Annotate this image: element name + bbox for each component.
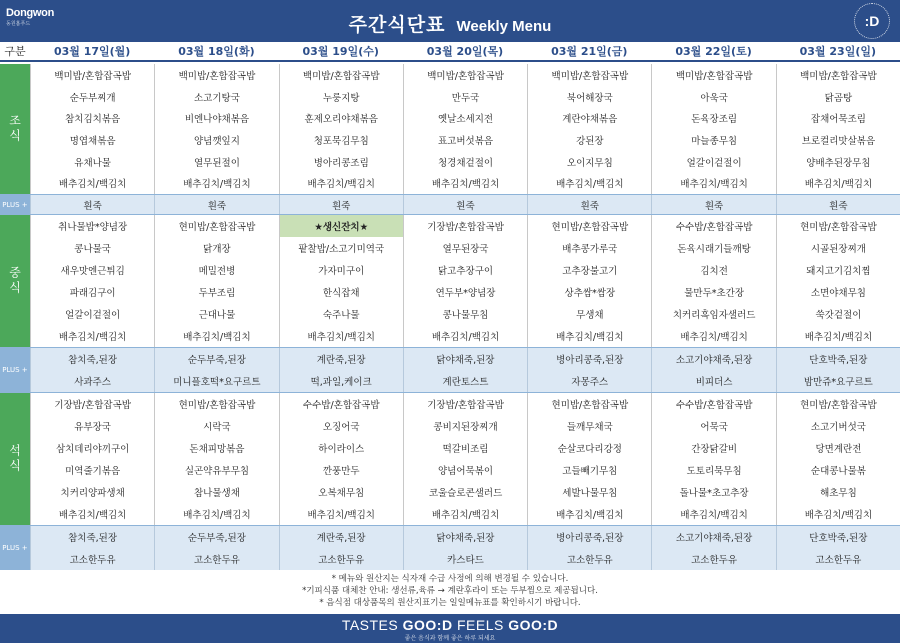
lunch_plus-day-column <box>776 348 900 392</box>
breakfast_plus-item: 흰죽 <box>829 200 848 212</box>
lunch-menu-item: 배추김치/백김치 <box>556 332 624 343</box>
dinner-menu-item: 돈채피망볶음 <box>189 444 245 455</box>
dinner-menu-item: 배추김치/백김치 <box>804 510 873 521</box>
dinner-menu-item: 배추김치/백김치 <box>556 510 624 521</box>
dinner-menu-item: 하이라이스 <box>318 444 365 455</box>
breakfast_plus-day-column <box>776 195 900 214</box>
brand-subname: 동원홈푸드 <box>6 21 31 27</box>
lunch-menu-item: 얼갈이겉절이 <box>65 310 121 321</box>
breakfast_plus-item: 흰죽 <box>207 200 227 212</box>
breakfast-menu-item: 소고기탕국 <box>194 92 240 104</box>
breakfast-label: 조식 <box>0 64 30 194</box>
lunch-menu-item: 배추김치/백김치 <box>680 332 748 343</box>
lunch-menu-item: 현미밥/혼합잡곡밥 <box>551 222 629 233</box>
dinner_plus-item: 고소한두유 <box>193 555 240 566</box>
dinner-day-column <box>776 393 900 525</box>
dinner-day-column <box>527 393 651 525</box>
breakfast-menu-item: 오이지무침 <box>566 157 613 169</box>
lunch-plus-section <box>0 348 900 392</box>
lunch-menu-item: 현미밥/혼합잡곡밥 <box>800 222 877 233</box>
dinner-section <box>0 393 900 525</box>
breakfast_plus-item: 흰죽 <box>456 200 475 212</box>
lunch-menu-item: 고추장불고기 <box>562 266 618 277</box>
lunch-day-column <box>403 215 527 347</box>
dinner-menu-item: 현미밥/혼합잡곡밥 <box>551 400 629 411</box>
dinner-menu-item: 코울슬로콘샐러드 <box>428 488 503 499</box>
breakfast_plus-day-column <box>651 195 775 214</box>
menu-notes <box>0 570 900 614</box>
page-title <box>0 10 900 37</box>
day-header: 03월 21일(금) <box>551 45 628 58</box>
lunch-menu-item: 시골된장찌개 <box>810 244 866 255</box>
dinner_plus-day-column <box>527 526 651 570</box>
dinner-menu-item: 기장밥/혼합잡곡밥 <box>54 400 131 411</box>
lunch_plus-item: 참치죽,된장 <box>68 355 118 366</box>
breakfast-menu-item: 얼갈이겉절이 <box>686 157 742 169</box>
lunch_plus-item: 계란죽,된장 <box>316 355 366 366</box>
dinner-menu-item: 수수밥/혼합잡곡밥 <box>302 400 380 411</box>
breakfast-menu-item: 열무된절이 <box>194 157 240 169</box>
dinner_plus-item: 병아리콩죽,된장 <box>556 533 624 544</box>
breakfast_plus-item: 흰죽 <box>704 200 724 212</box>
dinner-menu-item: 시락국 <box>203 422 231 433</box>
lunch_plus-item: 닭야채죽,된장 <box>436 355 495 366</box>
lunch_plus-day-column <box>651 348 775 392</box>
breakfast-menu-item: 백미밥/혼합잡곡밥 <box>551 70 629 82</box>
lunch-grid <box>30 215 900 347</box>
breakfast_plus-item: 흰죽 <box>580 200 599 212</box>
dinner_plus-item: 카스타드 <box>447 555 484 566</box>
lunch-menu-item: 돼지고기김치찜 <box>806 266 871 277</box>
breakfast-menu-item: 배추김치/백김치 <box>431 179 500 191</box>
breakfast-menu-item: 잡채어묵조림 <box>810 114 866 126</box>
dinner_plus-item: 고소한두유 <box>318 555 365 566</box>
brand-name: Dongwon <box>6 7 54 19</box>
breakfast-menu-item: 배추김치/백김치 <box>556 179 624 191</box>
dinner-menu-item: 들깨무채국 <box>566 422 613 433</box>
title-english: Weekly Menu <box>456 18 552 35</box>
lunch-menu-item: 물만두*초간장 <box>684 288 745 299</box>
lunch-menu-item: 무생채 <box>576 310 604 321</box>
breakfast-menu-item: 백미밥/혼합잡곡밥 <box>54 70 131 82</box>
dinner-day-column <box>403 393 527 525</box>
note-line: *기피식품 대체찬 안내: 생선류,육류 → 계란후라이 또는 두부찜으로 제공됩니다. <box>302 586 598 596</box>
breakfast_plus-item: 흰죽 <box>331 200 351 212</box>
breakfast-menu-item: 북어해장국 <box>566 92 613 104</box>
breakfast-grid <box>30 64 900 194</box>
dinner-menu-item: 깐풍만두 <box>322 466 360 477</box>
day-header: 03월 23일(일) <box>799 45 877 58</box>
breakfast_plus-day-column <box>30 195 154 214</box>
lunch-menu-item: 두부조림 <box>198 288 236 299</box>
dinner-plus-label: PLUS + <box>0 526 30 570</box>
lunch_plus-item: 미니플호떡*요구르트 <box>173 377 261 388</box>
breakfast_plus-day-column <box>403 195 527 214</box>
dinner-plus-grid <box>30 526 900 570</box>
slogan-part: GOO:D <box>402 617 453 633</box>
dinner_plus-item: 고소한두유 <box>815 555 862 566</box>
dinner_plus-item: 참치죽,된장 <box>68 533 118 544</box>
lunch_plus-item: 소고기야채죽,된장 <box>675 355 753 366</box>
header-bar <box>0 0 900 42</box>
slogan-part: GOO:D <box>508 617 559 633</box>
breakfast-menu-item: 유채나물 <box>74 157 111 169</box>
lunch_plus-item: 떡,과일,케이크 <box>310 377 372 388</box>
lunch-menu-item: 김치전 <box>700 266 728 277</box>
lunch-menu-item: 배추김치/백김치 <box>431 332 500 343</box>
lunch-day-column <box>651 215 775 347</box>
dinner-menu-item: 미역줄기볶음 <box>65 466 121 477</box>
dinner-menu-item: 도토리묵무침 <box>686 466 742 477</box>
dinner-menu-item: 배추김치/백김치 <box>183 510 251 521</box>
lunch-plus-label: PLUS + <box>0 348 30 392</box>
breakfast-menu-item: 백미밥/혼합잡곡밥 <box>800 70 877 82</box>
dinner-menu-item: 소고기버섯국 <box>810 422 866 433</box>
dinner-menu-item: 떡갈비조림 <box>442 444 489 455</box>
dinner_plus-item: 계란죽,된장 <box>316 533 366 544</box>
lunch-menu-item: 소면야채무침 <box>810 288 866 299</box>
breakfast-menu-item: 병아리콩조림 <box>313 157 369 169</box>
breakfast-menu-item: 청포묵김무침 <box>313 135 369 147</box>
lunch-menu-item: 상추쌈*쌈장 <box>564 288 616 299</box>
lunch-menu-item: 콩나물국 <box>74 244 111 255</box>
breakfast-menu-item: 청경채겉절이 <box>438 157 494 169</box>
breakfast-menu-item: 비엔나야채볶음 <box>184 114 250 126</box>
lunch-menu-item: 콩나물무침 <box>442 310 489 321</box>
breakfast-menu-item: 브로컬리맛살볶음 <box>801 135 876 147</box>
note-line: * 메뉴와 원산지는 식자재 수급 사정에 의해 변경될 수 있습니다. <box>331 574 569 584</box>
dinner-menu-item: 오징어국 <box>322 422 360 433</box>
day-header: 03월 22일(토) <box>675 45 752 58</box>
slogan-part: TASTES <box>341 617 403 633</box>
dinner-day-column <box>651 393 775 525</box>
lunch-label: 중식 <box>0 215 30 347</box>
breakfast-plus-section <box>0 195 900 214</box>
lunch-day-column <box>30 215 154 347</box>
dinner_plus-item: 순두부죽,된장 <box>187 533 246 544</box>
lunch-menu-item: 기장밥/혼합잡곡밥 <box>427 222 504 233</box>
title-korean: 주간식단표 <box>348 14 446 36</box>
lunch-menu-item: 배추콩가루국 <box>562 244 618 255</box>
lunch-menu-item: 닭개장 <box>203 244 231 255</box>
corner-label: 구분 <box>4 45 26 58</box>
day-header: 03월 19일(수) <box>302 45 379 58</box>
day-header: 03월 17일(월) <box>53 45 131 58</box>
lunch-plus-grid <box>30 348 900 392</box>
lunch-menu-item: 연두부*양념장 <box>435 288 496 299</box>
lunch-day-column <box>776 215 900 347</box>
dinner-menu-item: 배추김치/백김치 <box>58 510 127 521</box>
lunch-menu-item: 돈육시래기들깨탕 <box>677 244 751 255</box>
lunch-menu-item: 가자미구이 <box>318 266 365 277</box>
smile-badge-icon <box>854 3 890 39</box>
dinner-menu-item: 양념어묵볶이 <box>438 466 494 477</box>
dinner-menu-item: 오복채무침 <box>318 488 365 499</box>
breakfast-menu-item: 배추김치/백김치 <box>307 179 375 191</box>
dinner-menu-item: 어묵국 <box>700 422 728 433</box>
dinner-menu-item: 세발나물무침 <box>562 488 618 499</box>
badge-label: :D <box>864 13 880 29</box>
breakfast-menu-item: 배추김치/백김치 <box>804 179 873 191</box>
breakfast-menu-item: 강된장 <box>576 135 604 147</box>
lunch-menu-item: 배추김치/백김치 <box>183 332 251 343</box>
breakfast-day-column <box>154 64 278 194</box>
breakfast-menu-item: 배추김치/백김치 <box>183 179 251 191</box>
lunch-menu-item: ★생신잔치★ <box>280 215 403 237</box>
breakfast-menu-item: 훈제오리야채볶음 <box>304 114 378 126</box>
breakfast_plus-day-column <box>154 195 278 214</box>
breakfast-menu-item: 양배추된장무침 <box>806 157 871 169</box>
lunch-menu-item: 근대나물 <box>198 310 236 321</box>
dinner-menu-item: 기장밥/혼합잡곡밥 <box>427 400 504 411</box>
lunch-menu-item: 쑥갓겉절이 <box>815 310 862 321</box>
breakfast-menu-item: 마늘종무침 <box>691 135 738 147</box>
dinner-menu-item: 순대콩나물볶 <box>810 466 866 477</box>
breakfast-menu-item: 배추김치/백김치 <box>680 179 748 191</box>
dinner-menu-item: 삼치데리야끼구이 <box>55 444 130 455</box>
lunch_plus-item: 비피더스 <box>695 377 733 388</box>
dinner-menu-item: 현미밥/혼합잡곡밥 <box>178 400 256 411</box>
lunch_plus-item: 병아리콩죽,된장 <box>556 355 624 366</box>
breakfast-menu-item: 표고버섯볶음 <box>438 135 494 147</box>
slogan-part: FEELS <box>452 617 509 633</box>
dinner-menu-item: 치커리양파생채 <box>60 488 125 499</box>
breakfast-menu-item: 배추김치/백김치 <box>58 179 127 191</box>
dinner-menu-item: 배추김치/백김치 <box>680 510 748 521</box>
dinner_plus-item: 고소한두유 <box>566 555 613 566</box>
dinner_plus-item: 닭야채죽,된장 <box>436 533 495 544</box>
lunch_plus-item: 순두부죽,된장 <box>187 355 246 366</box>
lunch-menu-item: 배추김치/백김치 <box>307 332 375 343</box>
breakfast-menu-item: 순두부찌개 <box>69 92 116 104</box>
dinner_plus-item: 소고기야채죽,된장 <box>675 533 753 544</box>
dinner-menu-item: 현미밥/혼합잡곡밥 <box>800 400 877 411</box>
dinner-day-column <box>279 393 403 525</box>
day-header-row <box>0 42 900 62</box>
dinner-menu-item: 실곤약유부무침 <box>184 466 250 477</box>
lunch-menu-item: 치커리흑임자샐러드 <box>672 310 756 321</box>
breakfast-day-column <box>651 64 775 194</box>
lunch_plus-day-column <box>30 348 154 392</box>
breakfast-menu-item: 백미밥/혼합잡곡밥 <box>675 70 753 82</box>
breakfast-menu-item: 아욱국 <box>700 92 728 104</box>
note-line: * 음식점 대상품목의 원산지표기는 일일메뉴표를 확인하시기 바랍니다. <box>319 598 581 608</box>
lunch-menu-item: 열무된장국 <box>442 244 489 255</box>
dinner_plus-item: 고소한두유 <box>691 555 737 566</box>
dinner_plus-day-column <box>403 526 527 570</box>
lunch-menu-item: 새우맛엔근튀김 <box>60 266 125 277</box>
lunch-menu-item: 메밀전병 <box>198 266 236 277</box>
lunch-section <box>0 215 900 347</box>
breakfast_plus-day-column <box>279 195 403 214</box>
dinner-menu-item: 돌나물*초고추장 <box>679 488 749 499</box>
lunch-menu-item: 수수밥/혼합잡곡밥 <box>675 222 753 233</box>
breakfast-day-column <box>403 64 527 194</box>
footer-bar <box>0 614 900 643</box>
breakfast-menu-item: 옛날소세지전 <box>438 114 494 126</box>
lunch-menu-item: 취나물밥*양념장 <box>58 222 128 233</box>
lunch_plus-day-column <box>403 348 527 392</box>
dinner_plus-day-column <box>30 526 154 570</box>
breakfast-plus-label: PLUS + <box>0 195 30 214</box>
lunch_plus-item: 단호박죽,된장 <box>809 355 868 366</box>
breakfast-menu-item: 백미밥/혼합잡곡밥 <box>427 70 504 82</box>
breakfast-menu-item: 양념깻잎지 <box>194 135 240 147</box>
breakfast-day-column <box>527 64 651 194</box>
dinner-menu-item: 배추김치/백김치 <box>307 510 375 521</box>
breakfast-plus-grid <box>30 195 900 214</box>
breakfast-day-column <box>776 64 900 194</box>
breakfast_plus-day-column <box>527 195 651 214</box>
lunch_plus-item: 자몽주스 <box>571 377 609 388</box>
lunch_plus-day-column <box>279 348 403 392</box>
breakfast-menu-item: 누룽지탕 <box>322 92 360 104</box>
breakfast-section <box>0 64 900 194</box>
lunch-menu-item: 닭고추장구이 <box>438 266 494 277</box>
lunch-menu-item: 한식잡채 <box>322 288 360 299</box>
dinner-menu-item: 참나물생채 <box>194 488 240 499</box>
breakfast-menu-item: 계란야채볶음 <box>562 114 618 126</box>
lunch-menu-item: 파래김구이 <box>69 288 116 299</box>
dinner-plus-section <box>0 526 900 570</box>
lunch-day-column <box>154 215 278 347</box>
dinner-day-column <box>30 393 154 525</box>
dinner-menu-item: 순살코다리강정 <box>557 444 622 455</box>
dinner-menu-item: 고들빼기무침 <box>562 466 618 477</box>
dinner-menu-item: 유부장국 <box>74 422 111 433</box>
lunch-menu-item: 현미밥/혼합잡곡밥 <box>178 222 256 233</box>
breakfast-day-column <box>279 64 403 194</box>
dinner-menu-item: 콩비지된장찌개 <box>433 422 498 433</box>
breakfast-menu-item: 돈육장조림 <box>691 114 738 126</box>
dinner_plus-day-column <box>279 526 403 570</box>
lunch-day-column <box>527 215 651 347</box>
lunch_plus-item: 밤만쥬*요구르트 <box>803 377 873 388</box>
breakfast-menu-item: 닭곰탕 <box>824 92 853 104</box>
dinner-menu-item: 수수밥/혼합잡곡밥 <box>675 400 753 411</box>
day-header: 03월 20일(목) <box>426 45 504 58</box>
dinner_plus-item: 단호박죽,된장 <box>809 533 868 544</box>
breakfast-menu-item: 백미밥/혼합잡곡밥 <box>178 70 256 82</box>
lunch_plus-item: 계란토스트 <box>442 377 489 388</box>
dinner_plus-day-column <box>651 526 775 570</box>
footer-slogan <box>0 614 900 633</box>
breakfast-menu-item: 참치김치볶음 <box>65 114 121 126</box>
lunch-menu-item: 배추김치/백김치 <box>804 332 873 343</box>
dinner_plus-item: 고소한두유 <box>69 555 116 566</box>
dinner-label: 석식 <box>0 393 30 525</box>
lunch-menu-item: 배추김치/백김치 <box>58 332 127 343</box>
dinner-menu-item: 배추김치/백김치 <box>431 510 500 521</box>
dinner-menu-item: 해초무침 <box>820 488 857 499</box>
dinner-grid <box>30 393 900 525</box>
dinner-menu-item: 당면계란전 <box>815 444 862 455</box>
day-header: 03월 18일(화) <box>178 45 255 58</box>
breakfast_plus-item: 흰죽 <box>83 200 102 212</box>
dinner-menu-item: 간장닭갈비 <box>691 444 738 455</box>
breakfast-menu-item: 명엽채볶음 <box>69 135 116 147</box>
breakfast-day-column <box>30 64 154 194</box>
lunch-menu-item: 팥찰밥/소고기미역국 <box>298 244 385 255</box>
lunch-menu-item: 숙주나물 <box>322 310 360 321</box>
lunch_plus-day-column <box>154 348 278 392</box>
lunch-day-column <box>279 215 403 347</box>
lunch_plus-item: 사과주스 <box>74 377 111 388</box>
dinner-day-column <box>154 393 278 525</box>
lunch_plus-day-column <box>527 348 651 392</box>
breakfast-menu-item: 백미밥/혼합잡곡밥 <box>302 70 380 82</box>
breakfast-menu-item: 만두국 <box>451 92 480 104</box>
dinner_plus-day-column <box>154 526 278 570</box>
dinner_plus-day-column <box>776 526 900 570</box>
footer-tagline: 좋은 음식과 함께 좋은 하루 되세요 <box>404 635 496 642</box>
